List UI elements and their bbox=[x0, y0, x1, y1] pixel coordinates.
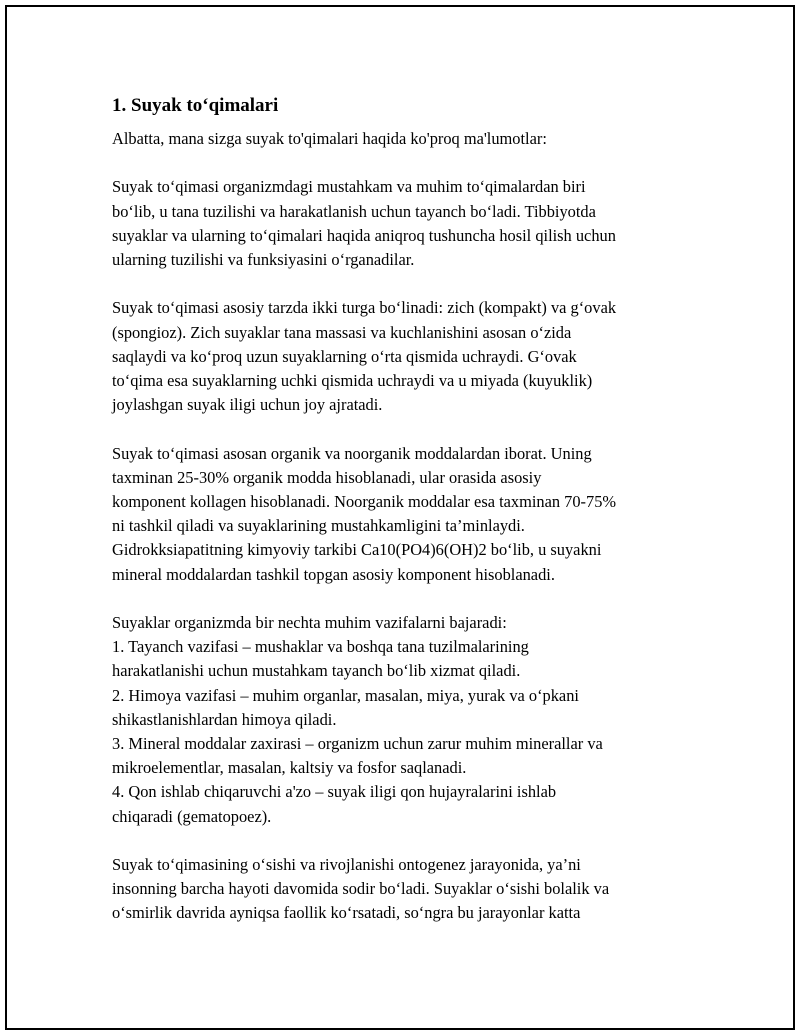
text-line: 1. Tayanch vazifasi – mushaklar va boshqa tana tuzilmalarining bbox=[112, 637, 529, 657]
text-line: chiqaradi (gematopoez). bbox=[112, 806, 272, 826]
text-line: 3. Mineral moddalar zaxirasi – organizm uchun zarur muhim minerallar va bbox=[112, 734, 603, 754]
paragraph-growth bbox=[112, 853, 692, 926]
text-line: taxminan 25-30% organik modda hisoblanadi, ular orasida asosiy bbox=[112, 467, 542, 487]
text-line: insonning barcha hayoti davomida sodir bo‘ladi. Suyaklar o‘sishi bolalik va bbox=[112, 879, 610, 899]
paragraph-spacer bbox=[112, 587, 692, 611]
text-line: mikroelementlar, masalan, kaltsiy va fosfor saqlanadi. bbox=[112, 758, 467, 778]
text-line: Suyak to‘qimasi organizmdagi mustahkam va muhim to‘qimalardan biri bbox=[112, 177, 586, 197]
text-line: Suyak to‘qimasi asosan organik va noorganik moddalardan iborat. Uning bbox=[112, 443, 592, 463]
paragraph-spacer bbox=[112, 829, 692, 853]
paragraph-functions bbox=[112, 611, 692, 829]
paragraph-types bbox=[112, 296, 692, 417]
text-line: to‘qima esa suyaklarning uchki qismida uchraydi va u miyada (kuyuklik) bbox=[112, 371, 593, 390]
text-line: (spongioz). Zich suyaklar tana massasi va kuchlanishini asosan o‘zida bbox=[112, 322, 572, 342]
text-line: joylashgan suyak iligi uchun joy ajratadi. bbox=[112, 395, 383, 415]
text-line: 4. Qon ishlab chiqaruvchi a'zo – suyak iligi qon hujayralarini ishlab bbox=[112, 782, 557, 802]
text-line: ni tashkil qiladi va suyaklarining mustahkamligini ta’minlaydi. bbox=[112, 516, 525, 536]
text-line: mineral moddalardan tashkil topgan asosiy komponent hisoblanadi. bbox=[112, 564, 555, 584]
text-line: o‘smirlik davrida ayniqsa faollik ko‘rsatadi, so‘ngra bu jarayonlar katta bbox=[112, 903, 581, 923]
text-line: Suyak to‘qimasining o‘sishi va rivojlanishi ontogenez jarayonida, ya’ni bbox=[112, 855, 581, 875]
text-line: harakatlanishi uchun mustahkam tayanch bo‘lib xizmat qiladi. bbox=[112, 661, 521, 681]
document-body bbox=[112, 93, 692, 926]
text-line: ularning tuzilishi va funksiyasini o‘rganadilar. bbox=[112, 250, 415, 269]
section-title: 1. Suyak to‘qimalari bbox=[112, 95, 279, 116]
text-line: Suyaklar organizmda bir nechta muhim vazifalarni bajaradi: bbox=[112, 613, 507, 632]
text-line: suyaklar va ularning to‘qimalari haqida aniqroq tushuncha hosil qilish uchun bbox=[112, 225, 616, 245]
paragraph-spacer bbox=[112, 151, 692, 175]
text-line: shikastlanishlardan himoya qiladi. bbox=[112, 709, 337, 729]
text-line: bo‘lib, u tana tuzilishi va harakatlanish uchun tayanch bo‘ladi. Tibbiyotda bbox=[112, 201, 596, 221]
paragraph-spacer bbox=[112, 272, 692, 296]
paragraph-spacer bbox=[112, 417, 692, 441]
paragraph-composition bbox=[112, 442, 692, 587]
text-line: 2. Himoya vazifasi – muhim organlar, masalan, miya, yurak va o‘pkani bbox=[112, 685, 579, 705]
text-line: Suyak to‘qimasi asosiy tarzda ikki turga bo‘linadi: zich (kompakt) va g‘ovak bbox=[112, 298, 617, 318]
text-line: saqlaydi va ko‘proq uzun suyaklarning o‘rta qismida uchraydi. G‘ovak bbox=[112, 346, 577, 366]
paragraph-structure bbox=[112, 175, 692, 272]
intro-text: Albatta, mana sizga suyak to'qimalari haqida ko'proq ma'lumotlar: bbox=[112, 129, 547, 148]
text-line: Gidrokksiapatitning kimyoviy tarkibi Ca10(PO4)6(OH)2 bo‘lib, u suyakni bbox=[112, 540, 602, 560]
text-line: komponent kollagen hisoblanadi. Noorganik moddalar esa taxminan 70-75% bbox=[112, 492, 617, 511]
